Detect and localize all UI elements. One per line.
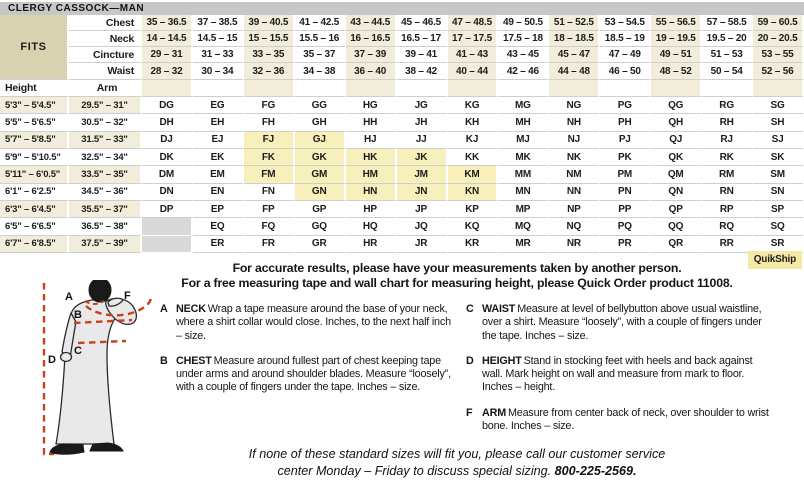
size-code-cell: SH xyxy=(753,114,804,131)
empty-size-cell xyxy=(142,236,193,253)
fits-value-cell: 18 – 18.5 xyxy=(549,31,600,47)
instruction-text: Stand in stocking feet with heels and back against wall. Mark height on wall and measure from mark to floor. Inches – height. xyxy=(482,354,753,394)
instruction-term: WAIST xyxy=(482,303,516,315)
size-code-cell: FQ xyxy=(244,218,295,235)
arm-range-cell: 29.5" – 31" xyxy=(69,97,142,114)
size-code-cell: NM xyxy=(549,166,600,183)
instruction-text: Measure at level of bellybutton above usual waistline, over a shirt. Measure “loosely”, with a couple of fingers under the tape. Inches – size. xyxy=(482,303,762,342)
size-code-cell: RN xyxy=(702,184,753,201)
arm-range-cell: 36.5" – 38" xyxy=(69,218,142,235)
size-code-cell: NQ xyxy=(549,218,600,235)
size-code-cell: EG xyxy=(193,97,244,114)
height-range-cell: 5'9" – 5'10.5" xyxy=(0,149,69,166)
instruction-arm xyxy=(466,407,774,434)
height-range-cell: 6'1" – 6'2.5" xyxy=(0,184,69,201)
size-code-cell: SG xyxy=(753,97,804,114)
fits-value-cell: 39 – 41 xyxy=(397,47,448,63)
size-code-cell: EP xyxy=(193,201,244,218)
size-code-cell: GN xyxy=(295,184,346,201)
size-code-cell: NG xyxy=(549,97,600,114)
instructions-left-column xyxy=(160,303,454,445)
size-code-cell: PH xyxy=(600,114,651,131)
size-code-cell: NH xyxy=(549,114,600,131)
height-range-cell: 5'3" – 5'4.5" xyxy=(0,97,69,114)
size-code-cell: QQ xyxy=(651,218,702,235)
size-code-cell: FM xyxy=(244,166,295,183)
size-code-cell: GM xyxy=(295,166,346,183)
size-code-cell: MM xyxy=(498,166,549,183)
size-code-cell: RQ xyxy=(702,218,753,235)
size-code-cell: JQ xyxy=(397,218,448,235)
instruction-neck xyxy=(160,303,454,343)
header-spacer-cell xyxy=(346,80,397,97)
size-code-cell: SP xyxy=(753,201,804,218)
fits-value-cell: 37 – 39 xyxy=(346,47,397,63)
instruction-letter: F xyxy=(466,406,473,419)
height-range-cell: 6'7" – 6'8.5" xyxy=(0,236,69,253)
fits-value-cell: 38 – 42 xyxy=(397,63,448,80)
instruction-text: Wrap a tape measure around the base of your neck, where a shirt collar would close. Inches, to the next half inch – size. xyxy=(176,303,451,342)
size-code-cell: NN xyxy=(549,184,600,201)
size-chart-table xyxy=(0,15,804,253)
size-code-cell: FH xyxy=(244,114,295,131)
fits-value-cell: 14.5 – 15 xyxy=(193,31,244,47)
fits-value-cell: 49 – 50.5 xyxy=(498,15,549,31)
header-spacer-cell xyxy=(498,80,549,97)
measuring-note-line2: For a free measuring tape and wall chart for measuring height, please Quick Order product 11008. xyxy=(181,276,733,290)
size-code-cell: FR xyxy=(244,236,295,253)
instruction-height xyxy=(466,355,774,395)
quikship-badge: QuikShip xyxy=(748,251,802,269)
fits-value-cell: 18.5 – 19 xyxy=(600,31,651,47)
size-code-cell: DK xyxy=(142,149,193,166)
size-code-cell: QM xyxy=(651,166,702,183)
size-code-cell: GH xyxy=(295,114,346,131)
fits-value-cell: 15.5 – 16 xyxy=(295,31,346,47)
height-range-cell: 6'5" – 6'6.5" xyxy=(0,218,69,235)
fits-value-cell: 33 – 35 xyxy=(244,47,295,63)
arm-column-header: Arm xyxy=(69,80,142,97)
size-code-cell: FK xyxy=(244,149,295,166)
size-code-cell: JJ xyxy=(397,132,448,149)
size-code-cell: HG xyxy=(346,97,397,114)
fits-value-cell: 55 – 56.5 xyxy=(651,15,702,31)
size-code-cell: RR xyxy=(702,236,753,253)
fits-value-cell: 28 – 32 xyxy=(142,63,193,80)
size-code-cell: EH xyxy=(193,114,244,131)
fits-value-cell: 16.5 – 17 xyxy=(397,31,448,47)
fits-value-cell: 20 – 20.5 xyxy=(753,31,804,47)
instruction-chest xyxy=(160,355,454,395)
size-code-cell: KQ xyxy=(448,218,499,235)
size-code-cell: FG xyxy=(244,97,295,114)
arm-range-cell: 31.5" – 33" xyxy=(69,132,142,149)
page-title: CLERGY CASSOCK—MAN xyxy=(0,2,804,15)
size-code-cell: PP xyxy=(600,201,651,218)
fits-value-cell: 45 – 46.5 xyxy=(397,15,448,31)
fits-value-cell: 19 – 19.5 xyxy=(651,31,702,47)
instruction-letter: D xyxy=(466,354,474,367)
size-code-cell: SK xyxy=(753,149,804,166)
size-code-cell: NR xyxy=(549,236,600,253)
size-code-cell: SM xyxy=(753,166,804,183)
fits-value-cell: 53 – 55 xyxy=(753,47,804,63)
size-code-cell: DN xyxy=(142,184,193,201)
size-code-cell: QG xyxy=(651,97,702,114)
size-code-cell: QJ xyxy=(651,132,702,149)
instruction-text: Measure around fullest part of chest keeping tape under arms and around shoulder blades. Measure “loosely”, with a couple of fingers under the tape. Inches – size. xyxy=(176,354,451,394)
fits-value-cell: 43 – 44.5 xyxy=(346,15,397,31)
instruction-letter: A xyxy=(160,303,168,315)
size-code-cell: QH xyxy=(651,114,702,131)
size-code-cell: NK xyxy=(549,149,600,166)
header-spacer-cell xyxy=(651,80,702,97)
instruction-term: CHEST xyxy=(176,354,212,367)
arm-range-cell: 30.5" – 32" xyxy=(69,114,142,131)
height-measure-line xyxy=(44,283,54,454)
size-code-cell: HK xyxy=(346,149,397,166)
fits-value-cell: 32 – 36 xyxy=(244,63,295,80)
size-code-cell: JG xyxy=(397,97,448,114)
special-sizing-line1: If none of these standard sizes will fit you, please call our customer service xyxy=(248,447,666,461)
fits-row-label-waist: Waist xyxy=(69,63,142,80)
fits-value-cell: 47 – 48.5 xyxy=(448,15,499,31)
size-code-cell: HN xyxy=(346,184,397,201)
fits-value-cell: 17.5 – 18 xyxy=(498,31,549,47)
size-code-cell: QR xyxy=(651,236,702,253)
size-code-cell: EK xyxy=(193,149,244,166)
fits-value-cell: 29 – 31 xyxy=(142,47,193,63)
size-code-cell: EJ xyxy=(193,132,244,149)
size-code-cell: JH xyxy=(397,114,448,131)
fits-value-cell: 51 – 52.5 xyxy=(549,15,600,31)
size-code-cell: GP xyxy=(295,201,346,218)
fits-row-label-chest: Chest xyxy=(69,15,142,31)
height-range-cell: 5'5" – 5'6.5" xyxy=(0,114,69,131)
special-sizing-note xyxy=(110,446,804,479)
fits-value-cell: 49 – 51 xyxy=(651,47,702,63)
fits-value-cell: 36 – 40 xyxy=(346,63,397,80)
size-code-cell: DG xyxy=(142,97,193,114)
size-code-cell: PR xyxy=(600,236,651,253)
header-spacer-cell xyxy=(193,80,244,97)
size-code-cell: EQ xyxy=(193,218,244,235)
fits-value-cell: 52 – 56 xyxy=(753,63,804,80)
fits-value-cell: 15 – 15.5 xyxy=(244,31,295,47)
customer-service-phone: 800-225-2569. xyxy=(554,463,637,478)
fits-value-cell: 37 – 38.5 xyxy=(193,15,244,31)
measuring-note xyxy=(110,261,804,291)
head xyxy=(89,280,111,302)
size-code-cell: EM xyxy=(193,166,244,183)
special-sizing-line2: center Monday – Friday to discuss special sizing. xyxy=(277,463,552,478)
height-range-cell: 5'11" – 6'0.5" xyxy=(0,166,69,183)
size-code-cell: SN xyxy=(753,184,804,201)
size-code-cell: DH xyxy=(142,114,193,131)
size-code-cell: MR xyxy=(498,236,549,253)
size-code-cell: KG xyxy=(448,97,499,114)
header-spacer-cell xyxy=(600,80,651,97)
size-code-cell: RJ xyxy=(702,132,753,149)
size-code-cell: KM xyxy=(448,166,499,183)
size-code-cell: MP xyxy=(498,201,549,218)
size-code-cell: NP xyxy=(549,201,600,218)
measuring-note-line1: For accurate results, please have your measurements taken by another person. xyxy=(232,261,682,275)
size-code-cell: GJ xyxy=(295,132,346,149)
header-spacer-cell xyxy=(753,80,804,97)
fits-value-cell: 43 – 45 xyxy=(498,47,549,63)
size-code-cell: QK xyxy=(651,149,702,166)
fits-row-label-cincture: Cincture xyxy=(69,47,142,63)
figure-label-waist: C xyxy=(74,345,82,357)
size-code-cell: SQ xyxy=(753,218,804,235)
fits-value-cell: 47 – 49 xyxy=(600,47,651,63)
header-spacer-cell xyxy=(702,80,753,97)
size-code-cell: DJ xyxy=(142,132,193,149)
height-range-cell: 5'7" – 5'8.5" xyxy=(0,132,69,149)
size-code-cell: JP xyxy=(397,201,448,218)
size-code-cell: PJ xyxy=(600,132,651,149)
fits-value-cell: 17 – 17.5 xyxy=(448,31,499,47)
size-code-cell: MQ xyxy=(498,218,549,235)
arm-range-cell: 34.5" – 36" xyxy=(69,184,142,201)
instruction-letter: B xyxy=(160,354,168,367)
figure-label-chest: B xyxy=(74,309,82,321)
header-spacer-cell xyxy=(549,80,600,97)
header-spacer-cell xyxy=(142,80,193,97)
fits-value-cell: 30 – 34 xyxy=(193,63,244,80)
fits-value-cell: 14 – 14.5 xyxy=(142,31,193,47)
fits-label: FITS xyxy=(0,15,69,80)
size-code-cell: KP xyxy=(448,201,499,218)
size-code-cell: MK xyxy=(498,149,549,166)
size-code-cell: DM xyxy=(142,166,193,183)
size-code-cell: HM xyxy=(346,166,397,183)
figure-label-arm: F xyxy=(124,290,131,302)
size-code-cell: PK xyxy=(600,149,651,166)
size-code-cell: NJ xyxy=(549,132,600,149)
size-code-cell: GQ xyxy=(295,218,346,235)
instruction-text: Measure from center back of neck, over shoulder to wrist bone. Inches – size. xyxy=(482,406,769,433)
fits-value-cell: 35 – 37 xyxy=(295,47,346,63)
instruction-waist xyxy=(466,303,774,343)
size-code-cell: SR xyxy=(753,236,804,253)
size-code-cell: JK xyxy=(397,149,448,166)
size-code-cell: QP xyxy=(651,201,702,218)
height-column-header: Height xyxy=(0,80,69,97)
size-code-cell: KN xyxy=(448,184,499,201)
instruction-term: NECK xyxy=(176,303,206,315)
size-code-cell: PM xyxy=(600,166,651,183)
fits-value-cell: 48 – 52 xyxy=(651,63,702,80)
fits-value-cell: 46 – 50 xyxy=(600,63,651,80)
size-code-cell: RG xyxy=(702,97,753,114)
size-code-cell: FP xyxy=(244,201,295,218)
size-code-cell: GK xyxy=(295,149,346,166)
size-code-cell: EN xyxy=(193,184,244,201)
measuring-instructions xyxy=(160,303,774,445)
size-code-cell: MH xyxy=(498,114,549,131)
size-code-cell: ER xyxy=(193,236,244,253)
fits-value-cell: 16 – 16.5 xyxy=(346,31,397,47)
fits-value-cell: 42 – 46 xyxy=(498,63,549,80)
size-code-cell: HR xyxy=(346,236,397,253)
fits-row-label-neck: Neck xyxy=(69,31,142,47)
figure-label-height: D xyxy=(48,354,56,366)
size-code-cell: JM xyxy=(397,166,448,183)
fits-value-cell: 34 – 38 xyxy=(295,63,346,80)
fits-value-cell: 39 – 40.5 xyxy=(244,15,295,31)
size-code-cell: PG xyxy=(600,97,651,114)
instruction-term: HEIGHT xyxy=(482,354,522,367)
figure-label-neck: A xyxy=(65,291,73,303)
header-spacer-cell xyxy=(295,80,346,97)
fits-value-cell: 57 – 58.5 xyxy=(702,15,753,31)
size-code-cell: GR xyxy=(295,236,346,253)
left-shoe xyxy=(50,444,84,454)
size-code-cell: HQ xyxy=(346,218,397,235)
size-code-cell: MN xyxy=(498,184,549,201)
size-code-cell: RH xyxy=(702,114,753,131)
header-spacer-cell xyxy=(448,80,499,97)
header-spacer-cell xyxy=(244,80,295,97)
fits-value-cell: 50 – 54 xyxy=(702,63,753,80)
size-code-cell: KH xyxy=(448,114,499,131)
header-spacer-cell xyxy=(397,80,448,97)
size-code-cell: HJ xyxy=(346,132,397,149)
height-range-cell: 6'3" – 6'4.5" xyxy=(0,201,69,218)
fits-value-cell: 35 – 36.5 xyxy=(142,15,193,31)
size-code-cell: DP xyxy=(142,201,193,218)
fits-value-cell: 31 – 33 xyxy=(193,47,244,63)
fits-value-cell: 51 – 53 xyxy=(702,47,753,63)
fits-value-cell: 53 – 54.5 xyxy=(600,15,651,31)
fits-value-cell: 59 – 60.5 xyxy=(753,15,804,31)
size-code-cell: KK xyxy=(448,149,499,166)
empty-size-cell xyxy=(142,218,193,235)
size-code-cell: HP xyxy=(346,201,397,218)
size-code-cell: RP xyxy=(702,201,753,218)
size-code-cell: PN xyxy=(600,184,651,201)
size-code-cell: MG xyxy=(498,97,549,114)
size-code-cell: RK xyxy=(702,149,753,166)
size-code-cell: RM xyxy=(702,166,753,183)
size-code-cell: QN xyxy=(651,184,702,201)
arm-range-cell: 33.5" – 35" xyxy=(69,166,142,183)
instruction-term: ARM xyxy=(482,406,506,419)
arm-range-cell: 35.5" – 37" xyxy=(69,201,142,218)
size-code-cell: MJ xyxy=(498,132,549,149)
arm-range-cell: 37.5" – 39" xyxy=(69,236,142,253)
fits-value-cell: 41 – 43 xyxy=(448,47,499,63)
size-code-cell: JN xyxy=(397,184,448,201)
size-code-cell: GG xyxy=(295,97,346,114)
fits-value-cell: 40 – 44 xyxy=(448,63,499,80)
size-code-cell: FN xyxy=(244,184,295,201)
fits-value-cell: 41 – 42.5 xyxy=(295,15,346,31)
size-code-cell: KR xyxy=(448,236,499,253)
arm-range-cell: 32.5" – 34" xyxy=(69,149,142,166)
fits-value-cell: 45 – 47 xyxy=(549,47,600,63)
fits-value-cell: 44 – 48 xyxy=(549,63,600,80)
instructions-right-column xyxy=(466,303,774,445)
size-code-cell: KJ xyxy=(448,132,499,149)
size-code-cell: HH xyxy=(346,114,397,131)
instruction-letter: C xyxy=(466,303,474,315)
size-code-cell: SJ xyxy=(753,132,804,149)
size-code-cell: JR xyxy=(397,236,448,253)
left-hand xyxy=(61,353,72,362)
size-code-cell: PQ xyxy=(600,218,651,235)
size-code-cell: FJ xyxy=(244,132,295,149)
fits-value-cell: 19.5 – 20 xyxy=(702,31,753,47)
